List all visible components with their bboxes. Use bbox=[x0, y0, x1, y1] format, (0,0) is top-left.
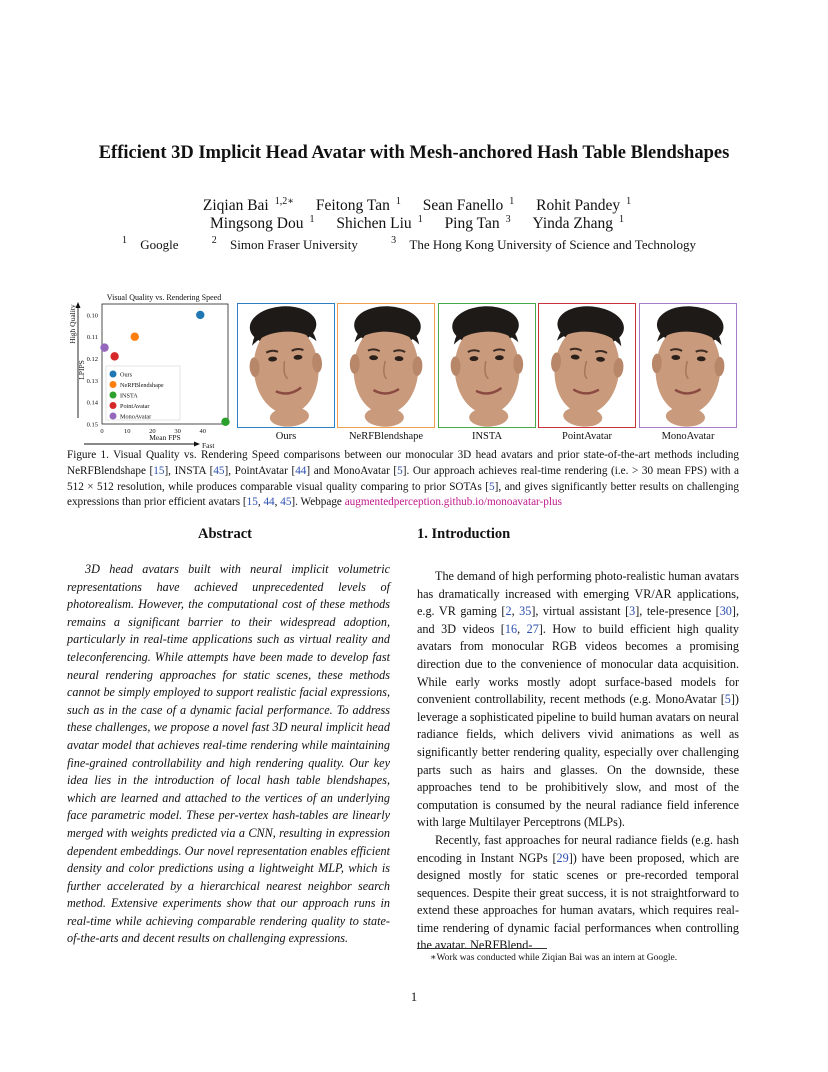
x-tick-label: 20 bbox=[149, 428, 156, 435]
x-arrow-label: Fast bbox=[202, 441, 215, 450]
avatar-method-label: MonoAvatar bbox=[661, 431, 715, 442]
avatar-render-panel bbox=[639, 303, 737, 428]
avatar-method-label: NeRFBlendshape bbox=[348, 431, 424, 442]
legend-entry: NeRFBlendshape bbox=[120, 381, 164, 389]
legend-marker bbox=[110, 402, 117, 409]
scatter-chart bbox=[58, 290, 236, 452]
abstract-heading: Abstract bbox=[198, 526, 252, 542]
x-tick-label: 0 bbox=[100, 428, 104, 435]
legend-entry: MonoAvatar bbox=[120, 413, 152, 421]
chart-legend bbox=[106, 366, 180, 420]
author: Rohit Pandey $^1$ bbox=[536, 196, 632, 214]
y-tick-label: 0.15 bbox=[86, 421, 98, 429]
affiliation: $^1$ Google bbox=[122, 235, 179, 252]
legend-entry: Ours bbox=[120, 371, 133, 379]
x-axis-label: Mean FPS bbox=[149, 433, 181, 442]
avatar-render-panel bbox=[438, 303, 536, 428]
data-point bbox=[110, 352, 118, 360]
legend-marker bbox=[110, 371, 117, 378]
x-tick-label: 30 bbox=[174, 428, 181, 435]
y-tick-label: 0.11 bbox=[86, 334, 98, 342]
face-render-image bbox=[338, 304, 434, 427]
intro-paragraph-2: Recently, fast approaches for neural radiance fields (e.g. hash encoding in Instant NGPs [29]) have been proposed, which are designed mostly for static scenes or pre-recorded temporal sequences. Despite their great success, it is not straightforward to extend these approaches for human avatars, which requires real-time rendering of dynamic facial performances when controlling the avatar. NeRFBlend- bbox=[417, 832, 739, 953]
author: Shichen Liu $^1$ bbox=[336, 214, 423, 232]
author-list-row2 bbox=[0, 214, 828, 233]
y-arrow-label: High Quality bbox=[68, 304, 77, 344]
data-point bbox=[131, 333, 139, 341]
paper-title: Efficient 3D Implicit Head Avatar with Mesh-anchored Hash Table Blendshapes bbox=[98, 143, 730, 163]
footnote: ∗Work was conducted while Ziqian Bai was an intern at Google. bbox=[430, 953, 678, 963]
y-tick-label: 0.12 bbox=[86, 356, 98, 364]
avatar-render-panel bbox=[538, 303, 636, 428]
author: Sean Fanello $^1$ bbox=[422, 196, 515, 214]
y-tick-label: 0.10 bbox=[86, 312, 98, 320]
x-tick-label: 10 bbox=[123, 428, 131, 435]
y-tick-label: 0.13 bbox=[86, 377, 98, 385]
face-render-image bbox=[238, 304, 334, 427]
author: Ziqian Bai $^{1,2∗}$ bbox=[202, 196, 295, 214]
data-point bbox=[196, 311, 204, 319]
y-axis-label: LPIPS bbox=[77, 360, 86, 380]
page-number: 1 bbox=[410, 990, 418, 1004]
affiliations bbox=[0, 235, 828, 253]
intro-text bbox=[417, 568, 739, 955]
data-point bbox=[221, 418, 229, 426]
legend-marker bbox=[110, 413, 117, 420]
intro-paragraph-1: The demand of high performing photo-realistic human avatars has dramatically increased with emerging VR/AR applications, e.g. VR gaming [2, 35], virtual assistant [3], tele-presence [30], and 3D videos [16, 27]. How to build efficient high quality avatars from monocular RGB videos becomes a promising direction due to the convenience of monocular data acquisition. While early works mostly adopt surface-based models for convenient controllability, recent methods (e.g. MonoAvatar [5]) leverage a sophisticated pipeline to build human avatars on neural radiance fields, which delivers vivid animations as well as significantly better rendering quality, especially over challenging parts such as hairs and glasses. On the downside, these approaches tend to be prohibitively slow, and most of the computation is consumed by the neural radiance field inference with large Multilayer Perceptrons (MLPs). bbox=[417, 569, 740, 830]
avatar-method-label: INSTA bbox=[471, 431, 503, 442]
avatar-render-panel bbox=[237, 303, 335, 428]
affiliation: $^3$ The Hong Kong University of Science and Technology bbox=[391, 235, 696, 252]
legend-marker bbox=[110, 381, 117, 388]
legend-marker bbox=[110, 392, 117, 399]
author: Feitong Tan $^1$ bbox=[315, 196, 401, 214]
x-tick-label: 40 bbox=[199, 428, 207, 435]
data-point bbox=[100, 343, 108, 351]
author: Mingsong Dou $^1$ bbox=[210, 214, 315, 232]
author: Yinda Zhang $^1$ bbox=[532, 214, 624, 232]
x-arrowhead bbox=[194, 442, 200, 447]
intro-heading: 1. Introduction bbox=[417, 526, 511, 542]
author: Ping Tan $^3$ bbox=[444, 214, 511, 232]
webpage-link[interactable]: augmentedperception.github.io/monoavatar-plus bbox=[344, 496, 562, 509]
figure-caption: Figure 1. Visual Quality vs. Rendering Speed comparisons between our monocular 3D head avatars and prior state-of-the-art methods including NeRFBlendshape [15], INSTA [45], PointAvatar [44] and MonoAvatar [5]. Our approach achieves real-time rendering (i.e. > 30 mean FPS) with a 512 × 512 resolution, while produces comparable visual quality comparing to prior SOTAs [5], and gives significantly better results on challenging expressions than prior efficient avatars [15, 44, 45]. Webpage augmentedperception.github.io/monoavatar-plus bbox=[67, 449, 739, 509]
face-render-image bbox=[439, 304, 535, 427]
author-list-row1 bbox=[0, 196, 828, 215]
legend-entry: INSTA bbox=[120, 392, 138, 400]
legend-entry: PointAvatar bbox=[120, 402, 150, 410]
face-render-image bbox=[539, 304, 635, 427]
chart-title: Visual Quality vs. Rendering Speed bbox=[106, 293, 222, 302]
legend-box bbox=[106, 366, 180, 420]
avatar-method-label: Ours bbox=[275, 431, 297, 442]
affiliation: $^2$ Simon Fraser University bbox=[211, 235, 358, 252]
abstract-text: 3D head avatars built with neural implicit volumetric representations have achieved unprecedented levels of photorealism. However, the computational cost of these methods remains a significant barrier to their widespread adoption, particularly in real-time applications such as virtual reality and teleconferencing. While attempts have been made to develop fast neural rendering approaches for static scenes, these methods cannot be simply employed to support realistic facial expressions, such as in the case of a dynamic facial performance. To address these challenges, we propose a novel fast 3D neural implicit head avatar model that achieves real-time rendering while maintaining fine-grained controllability and high rendering quality. Our key idea lies in the introduction of local hash table blendshapes, which are learned and attached to the vertices of an underlying face parametric model. These per-vertex hash-tables are linearly merged with weights predicted via a CNN, resulting in expression dependent embeddings. Our novel representation enables efficient density and color predictions using a lightweight MLP, which is further accelerated by a hierarchical nearest neighbor search method. Extensive experiments show that our approach runs in real-time while achieving comparable rendering quality to state-of-the-arts and decent results on challenging expressions. bbox=[67, 562, 390, 946]
y-tick-label: 0.14 bbox=[86, 399, 98, 407]
footnote-rule bbox=[417, 948, 547, 949]
face-render-image bbox=[640, 304, 736, 427]
avatar-method-label: PointAvatar bbox=[562, 431, 612, 442]
avatar-render-panel bbox=[337, 303, 435, 428]
